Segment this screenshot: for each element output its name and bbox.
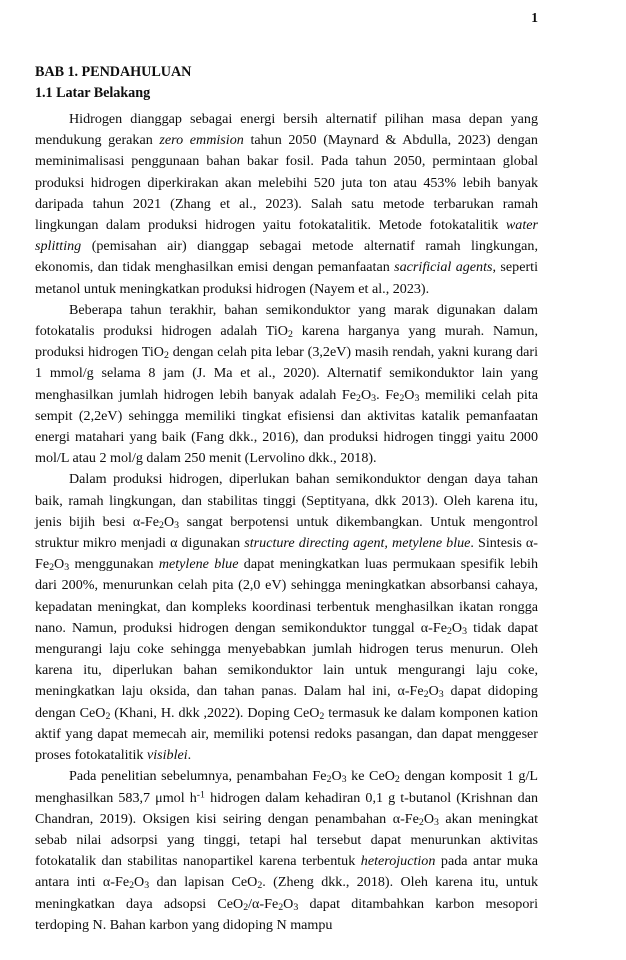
paragraph-1: Hidrogen dianggap sebagai energi bersih alternatif pilihan masa depan yang mendukung gerakan zero emmision tahun 2050 (Maynard & Abdulla, 2023) dengan meminimalisasi penggunaan bahan bakar fosil. Pada tahun 2050, permintaan global produksi hidrogen diperkirakan akan melebihi 520 juta ton atau 453% lebih banyak daripada tahun 2021 (Zhang et al., 2023). Salah satu metode terbarukan ramah lingkungan dalam produksi hidrogen yaitu fotokatalitik. Metode fotokatalitik water splitting (pemisahan air) dianggap sebagai metode alternatif ramah lingkungan, ekonomis, dan tidak menghasilkan emisi dengan pemanfaatan sacrificial agents, seperti metanol untuk meningkatkan produksi hidrogen (Nayem et al., 2023).: [35, 111, 538, 297]
page-number: 1: [531, 10, 538, 25]
paragraph-4: Pada penelitian sebelumnya, penambahan $Fe_2O_3$ ke CeO$_2$ dengan komposit 1 g/L menghasilkan 583,7 μmol $h^{-1}$ hidrogen dalam kehadiran 0,1 g t-butanol (Krishnan dan Chandran, 2019). Oksigen kisi seiring dengan penambahan $\alpha-Fe_2O_3$ akan meningkat sebab nilai adsorpsi yang tinggi, tetapi hal tersebut dapat menurunkan aktivitas fotokatalik dan stabilitas nanopartikel karena terbentuk heterojuction pada antar muka antara inti $\alpha-Fe_2O_3$ dan lapisan CeO$_2$. (Zheng dkk., 2018). Oleh karena itu, untuk meningkatkan daya adsopsi $CeO_2/\alpha-Fe_2O_3$ dapat ditambahkan karbon mesopori terdoping N. Bahan karbon yang didoping N mampu: [35, 768, 539, 933]
page-content: [35, 62, 538, 936]
section-heading: 1.1 Latar Belakang: [35, 85, 151, 101]
paragraph-2: Beberapa tahun terakhir, bahan semikonduktor yang marak digunakan dalam fotokatalis produksi hidrogen adalah TiO$_2$ karena harganya yang murah. Namun, produksi hidrogen TiO$_2$ dengan celah pita lebar (3,2eV) masih rendah, yakni kurang dari 1 mmol/g selama 8 jam (J. Ma et al., 2020). Alternatif semikonduktor lain yang menghasilkan jumlah hidrogen lebih banyak adalah $Fe_2O_3$. $Fe_2O_3$ memiliki celah pita sempit (2,2eV) sehingga memiliki tingkat efisiensi dan aktivitas katalik pemanfaatan energi matahari yang baik (Fang dkk., 2016), dan produksi hidrogen tinggi yaitu 2000 mol/L atau 2 mol/g dalam 250 menit (Lervolino dkk., 2018).: [35, 301, 539, 467]
paragraph-3: Dalam produksi hidrogen, diperlukan bahan semikonduktor dengan daya tahan baik, ramah lingkungan, dan stabilitas tinggi (Septityana, dkk 2013). Oleh karena itu, jenis bijih besi $\alpha-Fe_2O_3$ sangat berpotensi untuk dikembangkan. Untuk mengontrol struktur mikro menjadi α digunakan structure directing agent, metylene blue. Sintesis $\alpha-Fe_2O_3$ menggunakan metylene blue dapat meningkatkan luas permukaan spesifik lebih dari 200%, menurunkan celah pita (2,0 eV) sehingga meningkatkan absorbansi cahaya, kepadatan meningkat, dan kompleks koordinasi terbentuk menghasilkan ikatan rongga nano. Namun, produksi hidrogen dengan semikonduktor tunggal $\alpha-Fe_2O_3$ tidak dapat mengurangi laju coke sehingga menyebabkan jumlah hidrogen terus menurun. Oleh karena itu, diperlukan bahan semikonduktor lain untuk mengurangi laju coke, meningkatkan laju oksida, dan tahan panas. Dalam hal ini, $\alpha-Fe_2O_3$ dapat didoping dengan CeO$_2$ (Khani, H. dkk ,2022). Doping CeO$_2$ termasuk ke dalam komponen kation aktif yang dapat memecah air, memiliki potensi redoks pasangan, dan dapat menggeser proses fotokatalitik visiblei.: [35, 471, 539, 764]
chapter-heading: BAB 1. PENDAHULUAN: [35, 64, 192, 80]
